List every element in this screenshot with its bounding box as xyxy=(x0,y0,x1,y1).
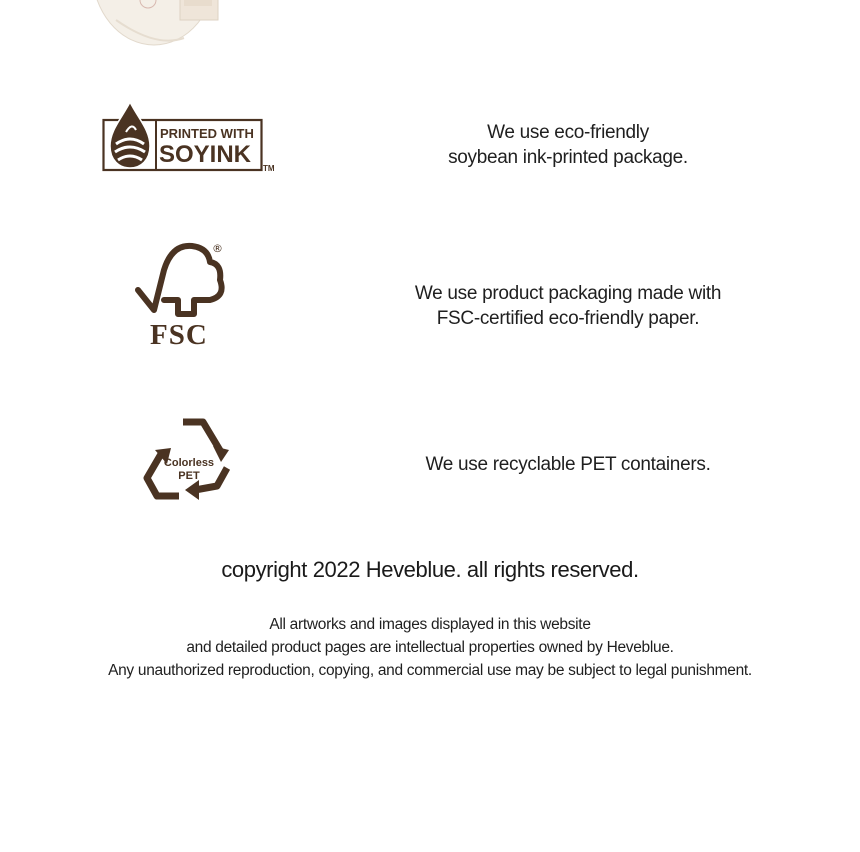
pet-description xyxy=(400,452,736,477)
recycle-pet-logo-icon xyxy=(143,416,235,508)
fsc-description xyxy=(380,281,756,331)
soyink-desc-line1: We use eco-friendly xyxy=(487,122,649,143)
soyink-line2: SOYINK xyxy=(159,141,252,168)
product-image-peek xyxy=(96,0,226,50)
fsc-desc-line2: FSC-certified eco-friendly paper. xyxy=(436,308,700,329)
pet-line2: PET xyxy=(178,470,200,482)
fsc-mark: FSC xyxy=(150,319,208,350)
legal-notice-line3: Any unauthorized reproduction, copying, and commercial use may be subject to legal punishment. xyxy=(108,662,752,679)
pet-desc-line1: We use recyclable PET containers. xyxy=(425,454,711,475)
legal-notice xyxy=(0,613,860,682)
soyink-desc-line2: soybean ink-printed package. xyxy=(448,147,688,168)
fsc-desc-line1: We use product packaging made with xyxy=(414,283,722,304)
fsc-logo-icon xyxy=(134,240,228,350)
legal-notice-line2: and detailed product pages are intellectual properties owned by Heveblue. xyxy=(186,639,674,656)
pet-line1: Colorless xyxy=(163,457,215,469)
soyink-tm: TM xyxy=(263,164,275,173)
soyink-logo-icon xyxy=(102,100,278,174)
copyright-text: copyright 2022 Heveblue. all rights reserved. xyxy=(221,557,639,582)
fsc-registered: ® xyxy=(212,242,223,255)
soyink-description xyxy=(400,120,736,170)
legal-notice-line1: All artworks and images displayed in this website xyxy=(269,616,591,633)
soyink-line1: PRINTED WITH xyxy=(160,126,254,141)
